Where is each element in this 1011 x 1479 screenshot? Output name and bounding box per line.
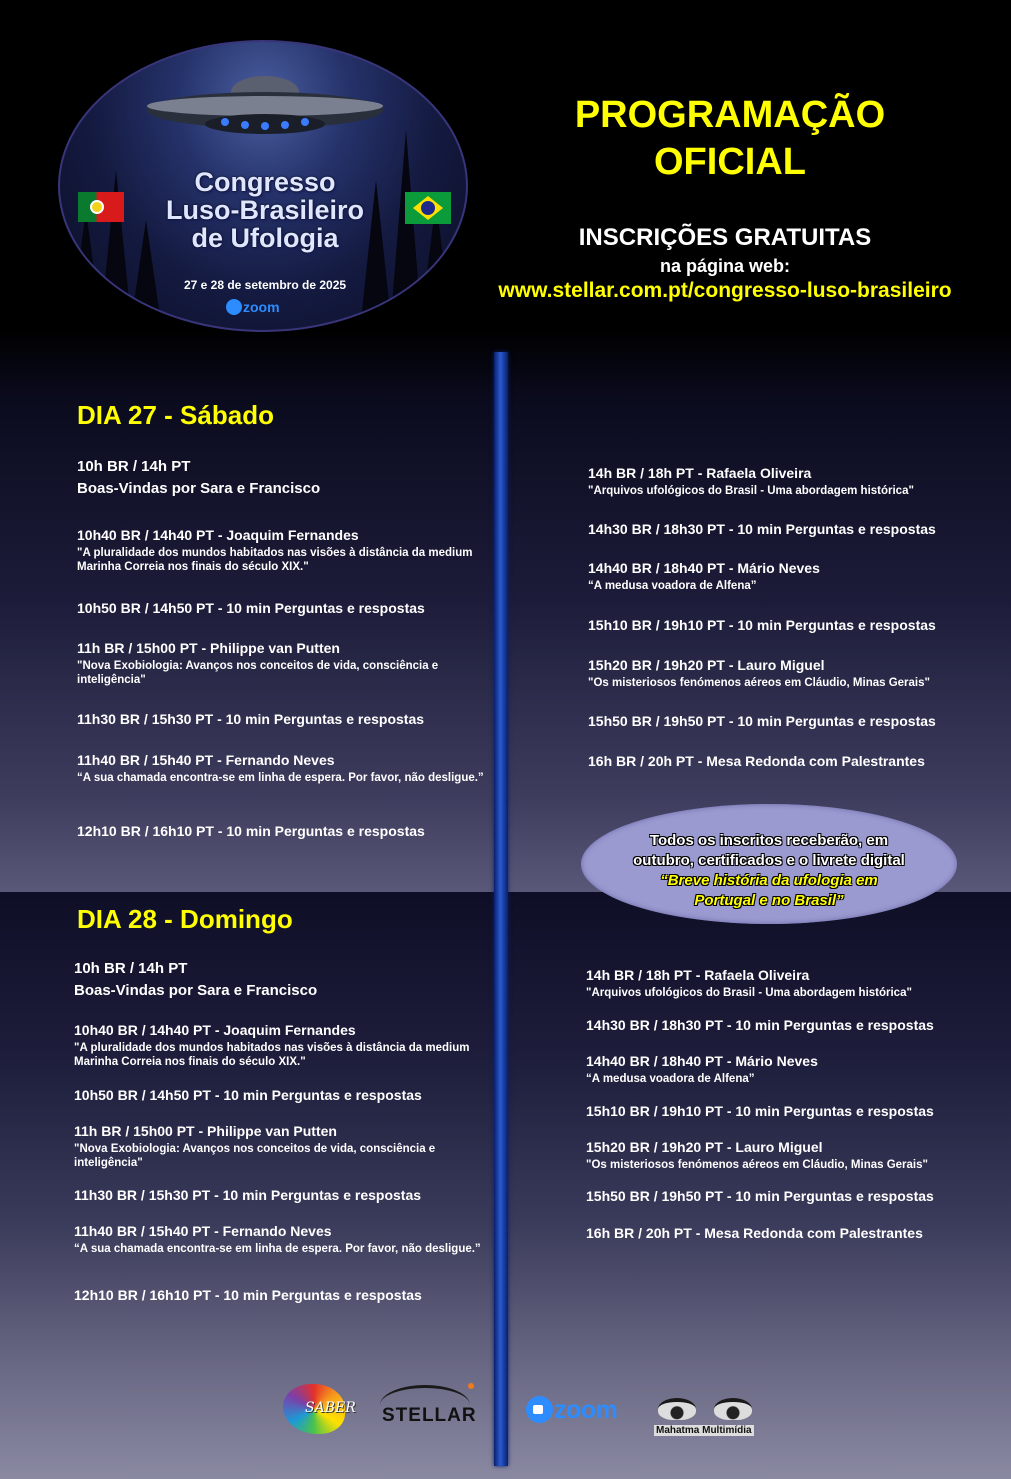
schedule-item: 10h50 BR / 14h50 PT - 10 min Perguntas e respostas bbox=[74, 1087, 422, 1103]
zoom-icon bbox=[226, 299, 242, 315]
schedule-item: 10h50 BR / 14h50 PT - 10 min Perguntas e respostas bbox=[77, 600, 425, 616]
schedule-item: 11h BR / 15h00 PT - Philippe van Putten "Nova Exobiologia: Avanços nos conceitos de vida, consciência e inteligência" bbox=[74, 1123, 436, 1169]
registration-note: INSCRIÇÕES GRATUITAS bbox=[578, 224, 872, 251]
schedule-item: 15h20 BR / 19h20 PT - Lauro Miguel "Os misteriosos fenómenos aéreos em Cláudio, Minas Gerais" bbox=[588, 657, 930, 689]
web-label: na página web: bbox=[659, 256, 791, 276]
schedule-item: 16h BR / 20h PT - Mesa Redonda com Palestrantes bbox=[588, 753, 925, 769]
schedule-item: 11h30 BR / 15h30 PT - 10 min Perguntas e respostas bbox=[74, 1187, 422, 1203]
schedule-item: 15h50 BR / 19h50 PT - 10 min Perguntas e respostas bbox=[588, 713, 936, 729]
schedule-item: 14h40 BR / 18h40 PT - Mário Neves “A medusa voadora de Alfena” bbox=[586, 1053, 818, 1085]
schedule-item: 15h10 BR / 19h10 PT - 10 min Perguntas e respostas bbox=[586, 1103, 934, 1119]
schedule-item: 12h10 BR / 16h10 PT - 10 min Perguntas e respostas bbox=[77, 823, 425, 839]
schedule-item: 14h BR / 18h PT - Rafaela Oliveira "Arquivos ufológicos do Brasil - Uma abordagem histórica" bbox=[586, 967, 912, 999]
zoom-camera-icon bbox=[526, 1396, 553, 1423]
ufo-icon bbox=[140, 70, 390, 160]
zoom-logo: zoom bbox=[526, 1396, 617, 1425]
schedule-item: 10h40 BR / 14h40 PT - Joaquim Fernandes "A pluralidade dos mundos habitados nas visões à distância da medium Marinha Correia nos finais do século XIX." bbox=[77, 527, 473, 573]
day1-title: DIA 27 - Sábado bbox=[77, 400, 274, 430]
schedule-item: 11h30 BR / 15h30 PT - 10 min Perguntas e respostas bbox=[77, 711, 425, 727]
eye-icon bbox=[658, 1398, 696, 1420]
eye-icon bbox=[714, 1398, 752, 1420]
logo-date: 27 e 28 de setembro de 2025 bbox=[183, 278, 347, 292]
schedule-item: 14h40 BR / 18h40 PT - Mário Neves “A medusa voadora de Alfena” bbox=[588, 560, 820, 592]
schedule-item: 15h20 BR / 19h20 PT - Lauro Miguel "Os misteriosos fenómenos aéreos em Cláudio, Minas Gerais" bbox=[586, 1139, 928, 1171]
mahatma-logo: Mahatma Multimídia bbox=[652, 1392, 762, 1438]
logo-title: Congresso Luso-Brasileiro de Ufologia bbox=[165, 167, 365, 253]
schedule-item: 15h10 BR / 19h10 PT - 10 min Perguntas e respostas bbox=[588, 617, 936, 633]
congress-logo bbox=[58, 40, 468, 332]
schedule-item: 10h40 BR / 14h40 PT - Joaquim Fernandes "A pluralidade dos mundos habitados nas visões à distância da medium Marinha Correia nos finais do século XIX." bbox=[74, 1022, 470, 1068]
schedule-item: 11h40 BR / 15h40 PT - Fernando Neves “A sua chamada encontra-se em linha de espera. Por favor, não desligue.” bbox=[77, 752, 484, 784]
schedule-item: 14h30 BR / 18h30 PT - 10 min Perguntas e respostas bbox=[586, 1017, 934, 1033]
registration-link[interactable]: www.stellar.com.pt/congresso-luso-brasileiro bbox=[498, 279, 952, 302]
schedule-item: 15h50 BR / 19h50 PT - 10 min Perguntas e respostas bbox=[586, 1188, 934, 1204]
schedule-item: 11h40 BR / 15h40 PT - Fernando Neves “A sua chamada encontra-se em linha de espera. Por favor, não desligue.” bbox=[74, 1223, 481, 1255]
schedule-item: 16h BR / 20h PT - Mesa Redonda com Palestrantes bbox=[586, 1225, 923, 1241]
schedule-item: 10h BR / 14h PT Boas-Vindas por Sara e Francisco bbox=[74, 960, 318, 999]
certificate-note: Todos os inscritos receberão, em outubro, certificados e o livrete digital “Breve história da ufologia em Portugal e no Brasil” bbox=[633, 832, 905, 909]
page-title: PROGRAMAÇÃO OFICIAL bbox=[574, 94, 886, 183]
saber-logo: SABER bbox=[283, 1384, 361, 1434]
schedule-item: 11h BR / 15h00 PT - Philippe van Putten "Nova Exobiologia: Avanços nos conceitos de vida, consciência e inteligência" bbox=[77, 640, 439, 686]
stellar-logo: STELLAR bbox=[378, 1383, 478, 1433]
column-divider bbox=[494, 352, 508, 1466]
schedule-item: 12h10 BR / 16h10 PT - 10 min Perguntas e respostas bbox=[74, 1287, 422, 1303]
schedule-item: 10h BR / 14h PT Boas-Vindas por Sara e Francisco bbox=[77, 458, 321, 497]
logo-zoom: zoom bbox=[226, 299, 280, 315]
day2-title: DIA 28 - Domingo bbox=[77, 904, 293, 934]
schedule-item: 14h BR / 18h PT - Rafaela Oliveira "Arquivos ufológicos do Brasil - Uma abordagem histórica" bbox=[588, 465, 914, 497]
schedule-item: 14h30 BR / 18h30 PT - 10 min Perguntas e respostas bbox=[588, 521, 936, 537]
